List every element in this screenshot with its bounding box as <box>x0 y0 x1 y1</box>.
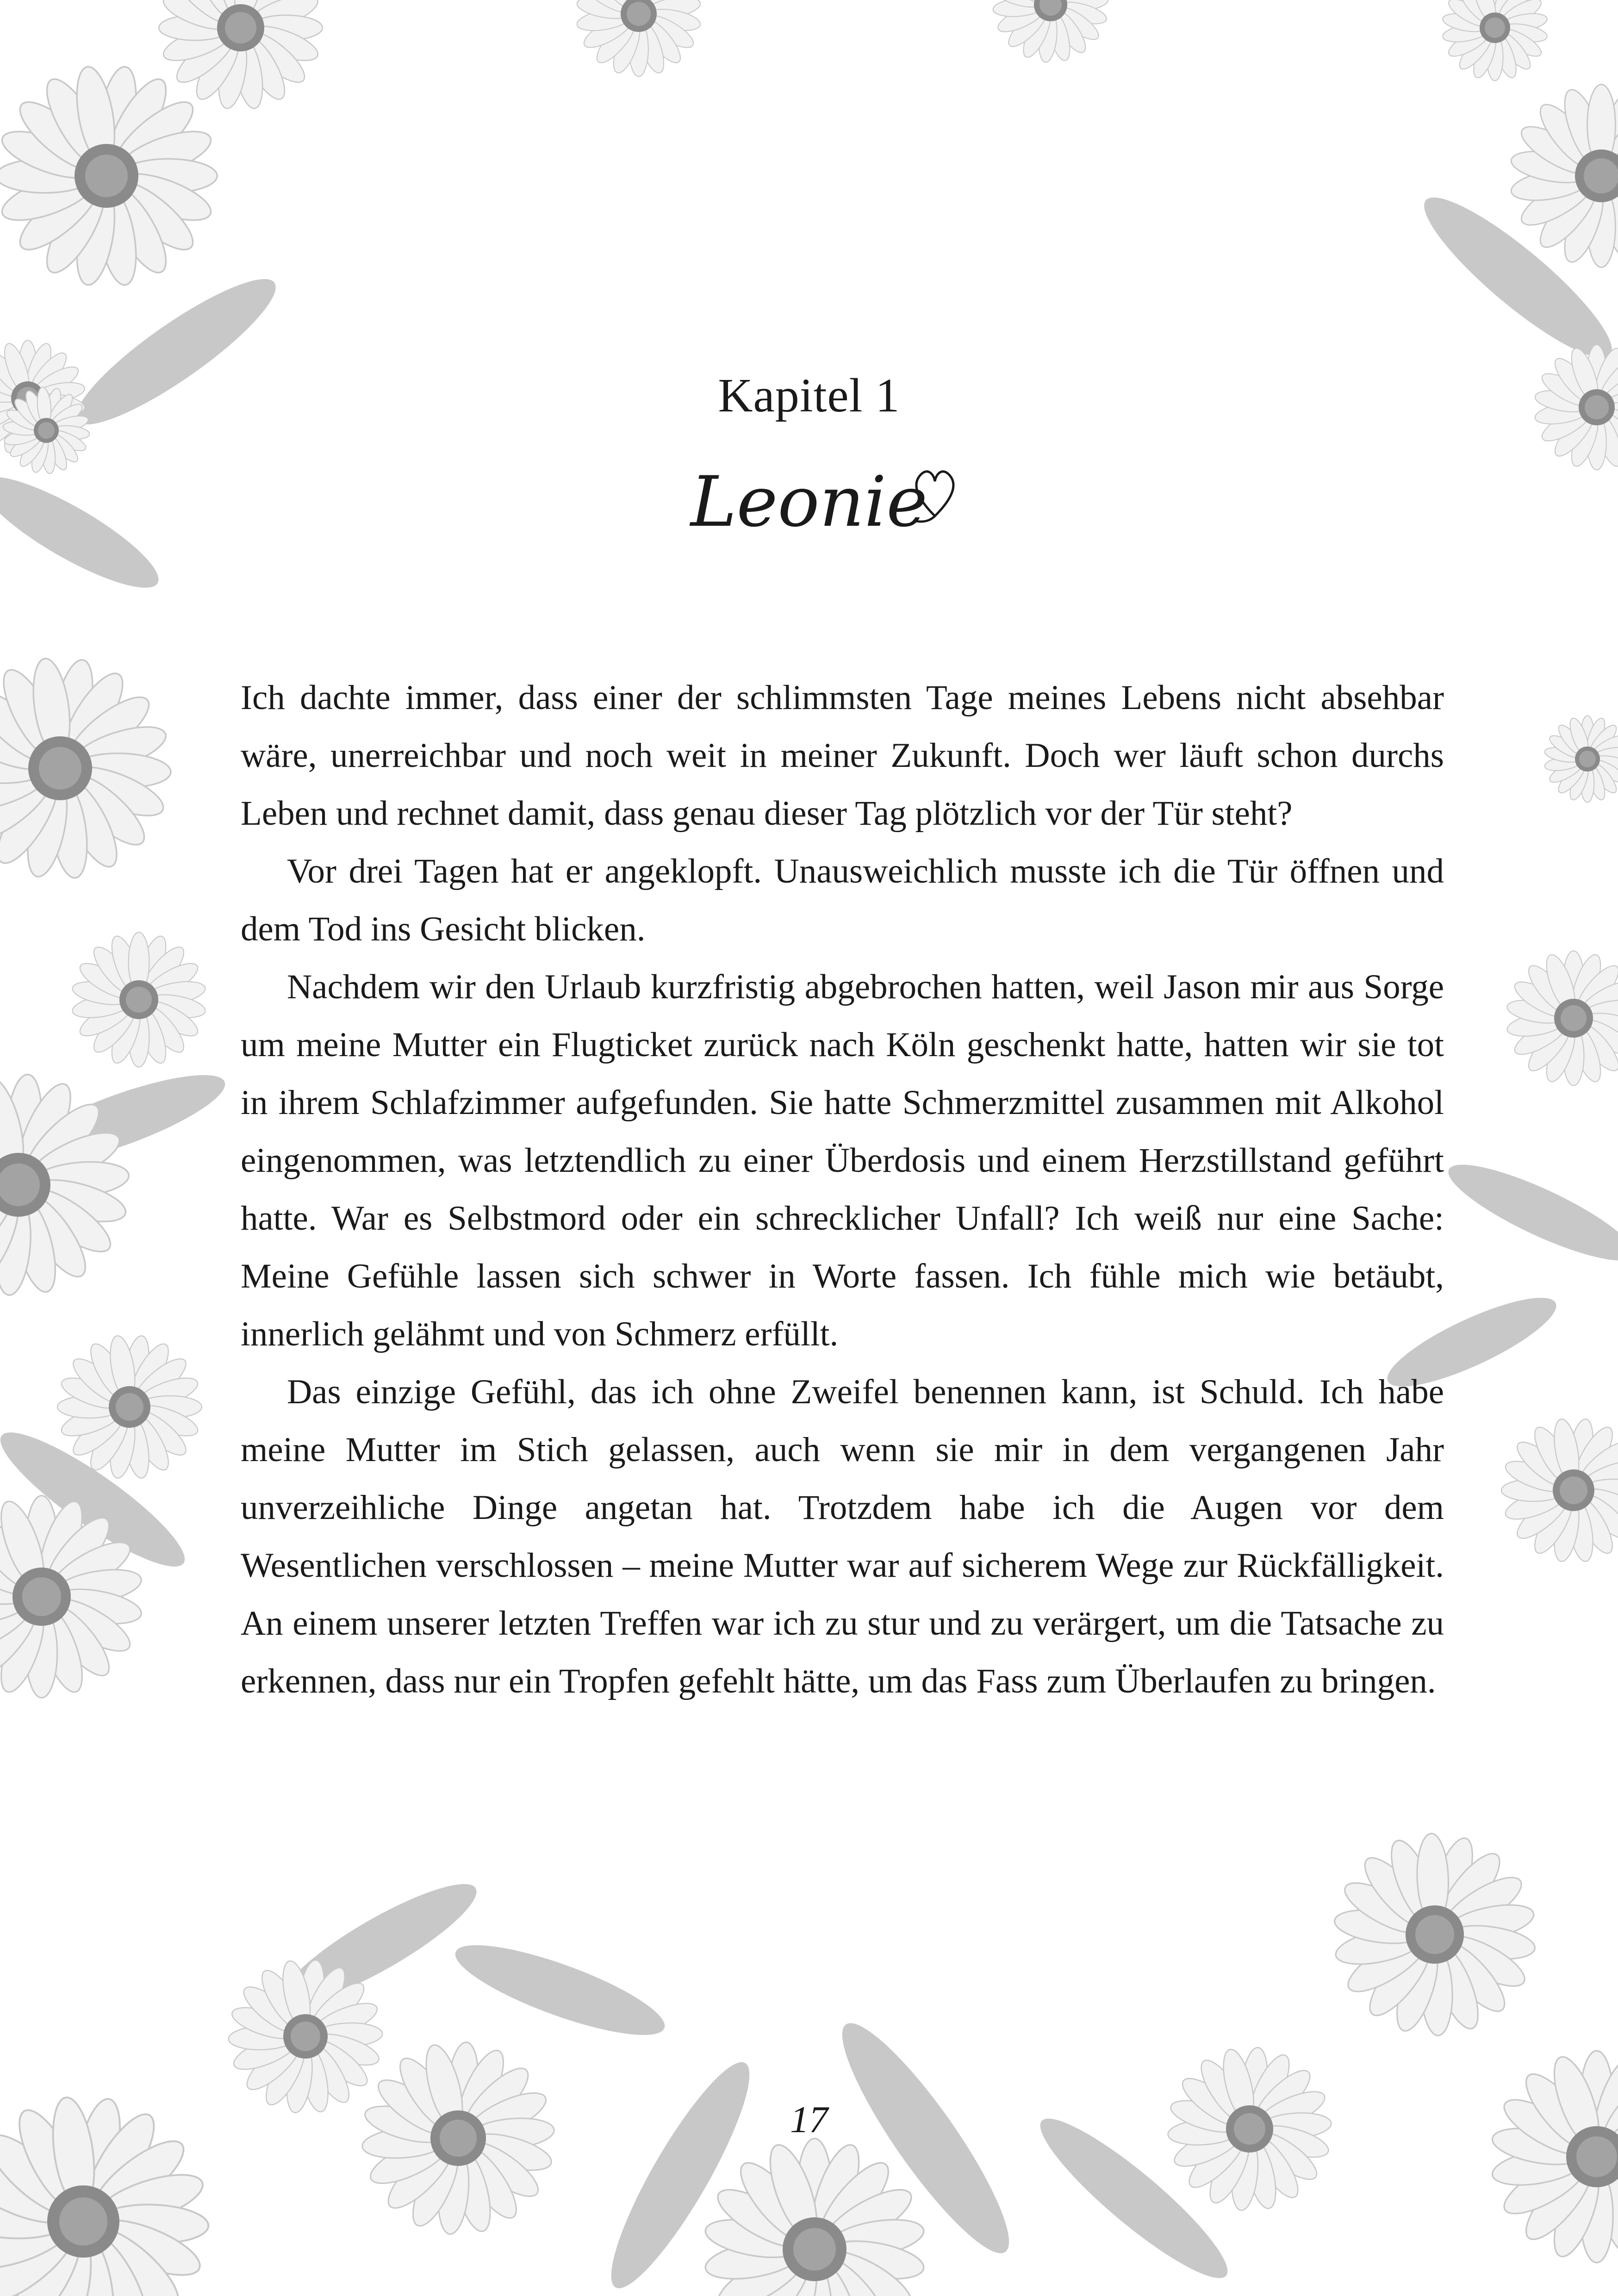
daisy-flower-icon <box>1441 0 1548 81</box>
daisy-flower-icon <box>703 2139 927 2296</box>
leaf-icon <box>447 1928 673 2052</box>
leaf-icon <box>1439 1149 1618 1277</box>
daisy-flower-icon <box>1543 716 1618 802</box>
paragraph: Vor drei Tagen hat er angeklopft. Unausweichlich musste ich die Tür öffnen und dem Tod ins Gesicht blicken. <box>241 852 1444 948</box>
daisy-flower-icon <box>52 913 226 1086</box>
page-number: 17 <box>790 2098 828 2140</box>
daisy-flower-icon <box>1489 1406 1618 1574</box>
chapter-body <box>241 669 1444 1710</box>
daisy-flower-icon <box>987 0 1114 67</box>
paragraph: Nachdem wir den Urlaub kurzfristig abgebrochen hatten, weil Jason mir aus Sorge um meine Mutter ein Flugticket zurück nach Köln geschenkt hatte, hatten wir sie tot in ihrem Schlafzimmer aufgefunden. Sie hatte Schmerzmittel zusammen mit Alkohol eingenommen, was letztendlich zu einer Überdosis und einem Herzstillstand geführt hatte. War es Selbstmord oder ein schrecklicher Unfall? Ich weiß nur eine Sache: Meine Gefühle lassen sich schwer in Worte fassen. Ich fühle mich wie betäubt, innerlich gelähmt und von Schmerz erfüllt. <box>241 968 1444 1353</box>
daisy-flower-icon <box>1490 2051 1618 2263</box>
chapter-title: Kapitel 1 <box>718 369 900 422</box>
daisy-flower-icon <box>558 0 720 94</box>
chapter-name: Leonie <box>690 462 928 542</box>
paragraph: Das einzige Gefühl, das ich ohne Zweifel benennen kann, ist Schuld. Ich habe meine Mutter im Stich gelassen, auch wenn sie mir in dem vergangenen Jahr unverzeihliche Dinge angetan hat. Trotzdem habe ich die Augen vor dem Wesentlichen verschlossen – meine Mutter war auf sicherem Wege zur Rückfälligkeit. An einem unserer letzten Treffen war ich zu stur und zu verärgert, um die Tatsache zu erkennen, dass nur ein Tropfen gefehlt hätte, um das Fass zum Überlaufen zu bringen. <box>241 1373 1444 1700</box>
daisy-flower-icon <box>1506 951 1618 1085</box>
daisy-flower-icon <box>1306 1807 1563 2062</box>
daisy-flower-icon <box>0 637 193 900</box>
paragraph: Ich dachte immer, dass einer der schlimmsten Tage meines Lebens nicht absehbar wäre, unerreichbar und noch weit in meiner Zukunft. Doch wer läuft schon durchs Leben und rechnet damit, dass genau dieser Tag plötzlich vor der Tür steht? <box>241 678 1444 833</box>
heart-icon <box>907 456 963 525</box>
